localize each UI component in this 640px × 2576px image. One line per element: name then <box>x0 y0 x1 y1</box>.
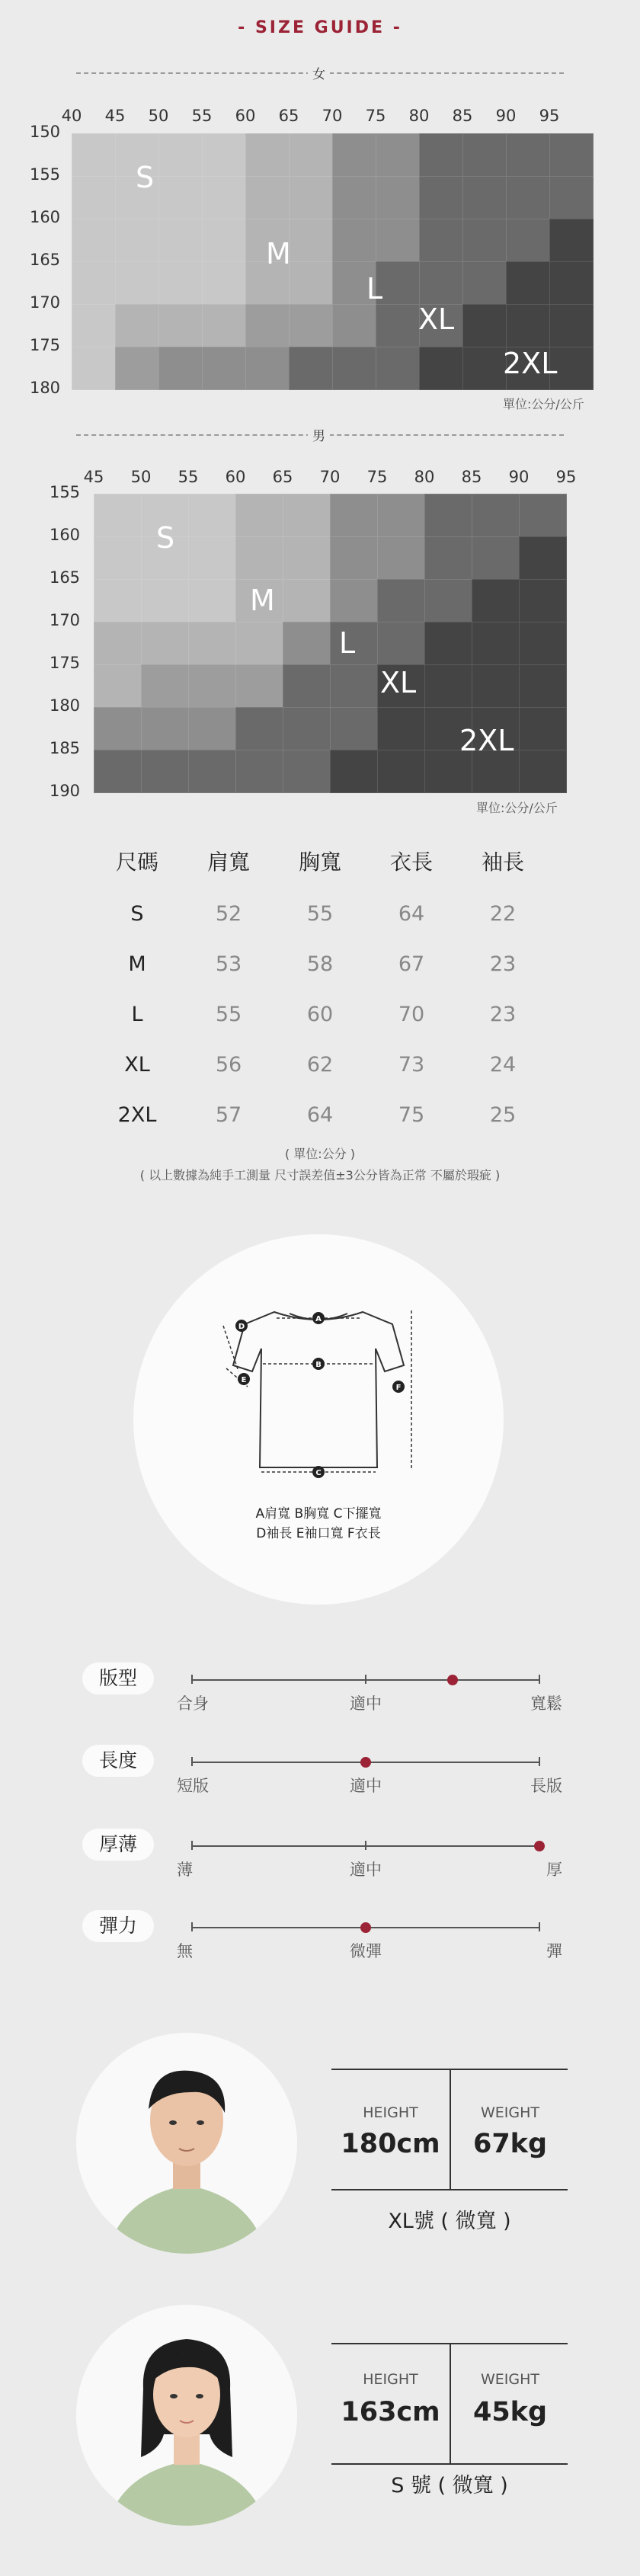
grid-cell <box>283 622 331 665</box>
grid-cell <box>519 707 567 750</box>
height-tick: 155 <box>49 483 81 501</box>
grid-cell <box>115 304 159 347</box>
grid-cell <box>72 219 116 262</box>
grid-cell <box>202 176 246 219</box>
grid-cell <box>549 133 594 177</box>
grid-cell <box>330 664 378 708</box>
grid-cell <box>188 579 236 622</box>
grid-cell <box>235 707 283 750</box>
model1-weight: 67kg <box>472 2129 548 2159</box>
table-row <box>91 1090 549 1140</box>
grid-cell <box>377 494 425 537</box>
female-unit: 單位:公分/公斤 <box>503 397 584 411</box>
model2-size: S 號 ( 微寬 ) <box>391 2474 508 2498</box>
weight-tick: 50 <box>148 107 169 125</box>
table-cell: 60 <box>306 1002 334 1026</box>
table-cell: S <box>130 901 144 926</box>
grid-cell <box>519 579 567 622</box>
grid-cell <box>188 750 236 793</box>
col-shoulder: 肩寬 <box>206 850 250 875</box>
grid-cell <box>332 176 376 219</box>
table-cell: 64 <box>306 1102 334 1127</box>
scale-left: 合身 <box>177 1694 209 1713</box>
grid-cell <box>424 579 472 622</box>
grid-cell <box>330 494 378 537</box>
table-cell: 23 <box>489 952 517 976</box>
weight-tick: 55 <box>178 468 199 486</box>
grid-cell <box>519 536 567 580</box>
point-e: E <box>241 1376 247 1384</box>
grid-cell <box>376 133 420 177</box>
table-cell: 53 <box>215 952 242 976</box>
grid-cell <box>94 622 142 665</box>
grid-cell <box>202 133 246 177</box>
grid-cell <box>202 304 246 347</box>
grid-cell <box>289 261 333 305</box>
grid-cell <box>506 219 550 262</box>
model2-height-label: HEIGHT <box>363 2371 418 2388</box>
grid-cell <box>462 219 507 262</box>
table-cell: 57 <box>215 1102 242 1127</box>
grid-cell <box>424 494 472 537</box>
grid-cell <box>376 304 420 347</box>
grid-cell <box>519 494 567 537</box>
grid-cell <box>472 622 520 665</box>
grid-cell <box>549 304 594 347</box>
height-tick: 160 <box>49 526 81 544</box>
table-cell: 58 <box>306 952 334 976</box>
grid-cell <box>506 261 550 305</box>
point-f: F <box>395 1384 402 1392</box>
grid-cell <box>462 133 507 177</box>
attribute-indicator <box>447 1675 458 1685</box>
grid-cell <box>188 707 236 750</box>
diagram-legend-1: A肩寬 B胸寬 C下擺寬 <box>255 1506 382 1522</box>
grid-cell <box>202 261 246 305</box>
grid-cell <box>245 176 290 219</box>
grid-cell <box>330 707 378 750</box>
scale-middle: 適中 <box>350 1777 382 1795</box>
grid-cell <box>377 750 425 793</box>
grid-cell <box>115 261 159 305</box>
point-d: D <box>238 1323 245 1331</box>
table-cell: XL <box>124 1052 150 1077</box>
height-tick: 165 <box>29 251 61 269</box>
scale-middle: 適中 <box>350 1861 382 1879</box>
grid-cell <box>94 664 142 708</box>
grid-cell <box>202 347 246 390</box>
grid-cell <box>332 347 376 390</box>
grid-cell <box>283 536 331 580</box>
grid-cell <box>202 219 246 262</box>
grid-cell <box>549 219 594 262</box>
table-cell: L <box>131 1002 143 1026</box>
point-b: B <box>315 1361 322 1369</box>
grid-cell <box>235 664 283 708</box>
height-tick: 180 <box>49 696 81 715</box>
height-tick: 175 <box>29 336 61 354</box>
size-label-m: M <box>250 584 275 617</box>
table-cell: 2XL <box>117 1102 157 1127</box>
grid-cell <box>289 304 333 347</box>
height-tick: 150 <box>29 123 61 141</box>
grid-cell <box>330 750 378 793</box>
table-header-row <box>91 834 549 888</box>
scale-tick <box>191 1757 193 1766</box>
weight-tick: 95 <box>539 107 560 125</box>
grid-cell <box>94 536 142 580</box>
model1-height: 180cm <box>341 2129 440 2159</box>
table-row <box>91 1039 549 1090</box>
grid-cell <box>419 176 463 219</box>
weight-tick: 90 <box>508 468 530 486</box>
grid-cell <box>235 750 283 793</box>
grid-cell <box>72 347 116 390</box>
col-chest: 胸寬 <box>298 850 341 875</box>
grid-cell <box>506 176 550 219</box>
scale-middle: 適中 <box>350 1694 382 1713</box>
attribute-label: 版型 <box>82 1662 154 1694</box>
scale-right: 長版 <box>530 1777 562 1795</box>
grid-cell <box>141 579 189 622</box>
grid-cell <box>376 347 420 390</box>
grid-cell <box>424 664 472 708</box>
table-cell: 23 <box>489 1002 517 1026</box>
attribute-indicator <box>360 1757 371 1768</box>
model1-size: XL號 ( 微寬 ) <box>388 2210 511 2233</box>
grid-cell <box>94 494 142 537</box>
table-cell: 24 <box>489 1052 517 1077</box>
male-label: 男 <box>308 425 330 444</box>
size-label-s: S <box>136 161 155 194</box>
table-cell: 25 <box>489 1102 517 1127</box>
model1-bottom-line <box>331 2189 568 2190</box>
grid-cell <box>462 347 507 390</box>
grid-cell <box>72 261 116 305</box>
grid-cell <box>235 494 283 537</box>
weight-tick: 70 <box>322 107 343 125</box>
grid-cell <box>245 347 290 390</box>
grid-cell <box>283 750 331 793</box>
grid-cell <box>472 494 520 537</box>
size-label-s: S <box>156 521 175 555</box>
grid-cell <box>289 219 333 262</box>
scale-tick <box>539 1922 540 1931</box>
grid-cell <box>141 622 189 665</box>
grid-cell <box>158 261 203 305</box>
grid-cell <box>141 707 189 750</box>
model2-weight-label: WEIGHT <box>480 2371 539 2388</box>
scale-tick <box>539 1675 540 1684</box>
grid-cell <box>424 622 472 665</box>
model1-height-label: HEIGHT <box>363 2104 418 2121</box>
weight-tick: 65 <box>278 107 299 125</box>
table-row <box>91 989 549 1039</box>
male-size-grid <box>94 494 566 792</box>
weight-tick: 85 <box>452 107 473 125</box>
size-label-2xl: 2XL <box>503 347 558 380</box>
grid-cell <box>283 664 331 708</box>
female-label: 女 <box>308 63 330 82</box>
attribute-label: 彈力 <box>82 1910 154 1942</box>
weight-tick: 60 <box>225 468 246 486</box>
table-cell: 22 <box>489 901 517 926</box>
grid-cell <box>377 579 425 622</box>
grid-cell <box>472 664 520 708</box>
scale-tick <box>365 1675 366 1684</box>
grid-cell <box>94 750 142 793</box>
grid-cell <box>330 579 378 622</box>
grid-cell <box>419 133 463 177</box>
grid-cell <box>235 622 283 665</box>
grid-cell <box>72 176 116 219</box>
weight-tick: 90 <box>495 107 517 125</box>
table-row <box>91 888 549 939</box>
grid-cell <box>94 579 142 622</box>
grid-cell <box>330 536 378 580</box>
table-cell: 70 <box>398 1002 425 1026</box>
grid-cell <box>188 494 236 537</box>
attribute-indicator <box>360 1922 371 1933</box>
grid-cell <box>519 750 567 793</box>
weight-tick: 70 <box>319 468 341 486</box>
grid-cell <box>289 347 333 390</box>
page-title: - SIZE GUIDE - <box>238 18 402 37</box>
size-label-l: L <box>339 626 356 660</box>
female-size-grid <box>72 133 593 389</box>
weight-tick: 40 <box>61 107 82 125</box>
weight-tick: 80 <box>408 107 430 125</box>
weight-tick: 45 <box>104 107 126 125</box>
grid-cell <box>462 176 507 219</box>
grid-cell <box>158 219 203 262</box>
weight-tick: 45 <box>83 468 104 486</box>
female-model-photo <box>76 2305 297 2526</box>
grid-cell <box>245 304 290 347</box>
grid-cell <box>158 133 203 177</box>
grid-cell <box>289 176 333 219</box>
grid-cell <box>424 536 472 580</box>
point-a: A <box>315 1315 322 1323</box>
attribute-label: 長度 <box>82 1745 154 1777</box>
scale-middle: 微彈 <box>350 1942 382 1960</box>
table-cell: 52 <box>215 901 242 926</box>
scale-right: 彈 <box>546 1942 562 1960</box>
grid-cell <box>519 664 567 708</box>
grid-cell <box>377 707 425 750</box>
size-label-xl: XL <box>418 302 455 336</box>
grid-cell <box>472 579 520 622</box>
grid-cell <box>188 622 236 665</box>
height-tick: 185 <box>49 739 81 757</box>
table-cell: 56 <box>215 1052 242 1077</box>
tshirt-diagram-icon <box>133 1234 504 1605</box>
size-label-2xl: 2XL <box>459 724 514 757</box>
size-label-xl: XL <box>380 666 417 699</box>
weight-tick: 95 <box>555 468 577 486</box>
grid-cell <box>519 622 567 665</box>
table-cell: M <box>128 952 146 976</box>
weight-tick: 60 <box>235 107 256 125</box>
height-tick: 170 <box>49 611 81 629</box>
height-tick: 165 <box>49 568 81 587</box>
table-cell: 64 <box>398 901 425 926</box>
grid-cell <box>158 176 203 219</box>
grid-cell <box>332 133 376 177</box>
table-cell: 73 <box>398 1052 425 1077</box>
model1-weight-label: WEIGHT <box>480 2104 539 2121</box>
table-cell: 75 <box>398 1102 425 1127</box>
grid-cell <box>419 261 463 305</box>
col-size: 尺碼 <box>115 850 158 875</box>
grid-cell <box>472 536 520 580</box>
grid-cell <box>115 347 159 390</box>
grid-cell <box>283 579 331 622</box>
scale-left: 短版 <box>177 1777 209 1795</box>
point-c: C <box>315 1469 322 1477</box>
grid-cell <box>115 219 159 262</box>
grid-cell <box>72 133 116 177</box>
attribute-label: 厚薄 <box>82 1829 154 1861</box>
grid-cell <box>377 536 425 580</box>
male-unit: 單位:公分/公斤 <box>476 801 558 815</box>
grid-cell <box>245 133 290 177</box>
table-row <box>91 939 549 989</box>
scale-left: 無 <box>177 1942 193 1960</box>
scale-right: 厚 <box>546 1861 562 1879</box>
table-cell: 55 <box>306 901 334 926</box>
grid-cell <box>376 219 420 262</box>
grid-cell <box>419 219 463 262</box>
weight-tick: 50 <box>130 468 152 486</box>
scale-tick <box>539 1757 540 1766</box>
grid-cell <box>158 347 203 390</box>
weight-tick: 65 <box>272 468 293 486</box>
grid-cell <box>419 347 463 390</box>
unit-note: ( 單位:公分 ) <box>284 1147 356 1161</box>
grid-cell <box>462 261 507 305</box>
grid-cell <box>188 536 236 580</box>
grid-cell <box>141 750 189 793</box>
height-tick: 175 <box>49 654 81 672</box>
height-tick: 155 <box>29 165 61 184</box>
grid-cell <box>462 304 507 347</box>
male-model-photo <box>76 2033 297 2254</box>
grid-cell <box>235 536 283 580</box>
grid-cell <box>283 494 331 537</box>
table-cell: 62 <box>306 1052 334 1077</box>
scale-tick <box>191 1922 193 1931</box>
grid-cell <box>377 622 425 665</box>
grid-cell <box>549 261 594 305</box>
grid-cell <box>506 133 550 177</box>
table-cell: 55 <box>215 1002 242 1026</box>
size-label-m: M <box>266 237 291 270</box>
grid-cell <box>289 133 333 177</box>
height-tick: 160 <box>29 208 61 226</box>
measurement-disclaimer: ( 以上數據為純手工測量 尺寸誤差值±3公分皆為正常 不屬於瑕疵 ) <box>139 1168 501 1182</box>
height-tick: 170 <box>29 293 61 312</box>
model2-weight: 45kg <box>472 2397 548 2427</box>
col-length: 衣長 <box>389 850 433 875</box>
grid-cell <box>549 176 594 219</box>
table-cell: 67 <box>398 952 425 976</box>
grid-cell <box>283 707 331 750</box>
grid-cell <box>141 664 189 708</box>
grid-cell <box>376 176 420 219</box>
height-tick: 190 <box>49 782 81 800</box>
scale-tick <box>365 1841 366 1850</box>
weight-tick: 80 <box>414 468 435 486</box>
grid-cell <box>506 304 550 347</box>
weight-tick: 75 <box>366 468 388 486</box>
weight-tick: 85 <box>461 468 482 486</box>
grid-cell <box>332 304 376 347</box>
weight-tick: 55 <box>191 107 213 125</box>
grid-cell <box>332 219 376 262</box>
model2-bottom-line <box>331 2463 568 2465</box>
measurement-diagram <box>133 1234 504 1605</box>
size-spec-table <box>91 834 549 1140</box>
grid-cell <box>158 304 203 347</box>
weight-tick: 75 <box>365 107 386 125</box>
col-sleeve: 袖長 <box>481 850 524 875</box>
height-tick: 180 <box>29 379 61 397</box>
grid-cell <box>188 664 236 708</box>
scale-right: 寬鬆 <box>530 1694 562 1713</box>
diagram-legend-2: D袖長 E袖口寬 F衣長 <box>256 1526 381 1541</box>
scale-tick <box>191 1675 193 1684</box>
grid-cell <box>72 304 116 347</box>
scale-left: 薄 <box>177 1861 193 1879</box>
attribute-indicator <box>534 1841 545 1851</box>
size-label-l: L <box>366 272 383 306</box>
model2-height: 163cm <box>341 2397 440 2427</box>
grid-cell <box>94 707 142 750</box>
scale-tick <box>191 1841 193 1850</box>
